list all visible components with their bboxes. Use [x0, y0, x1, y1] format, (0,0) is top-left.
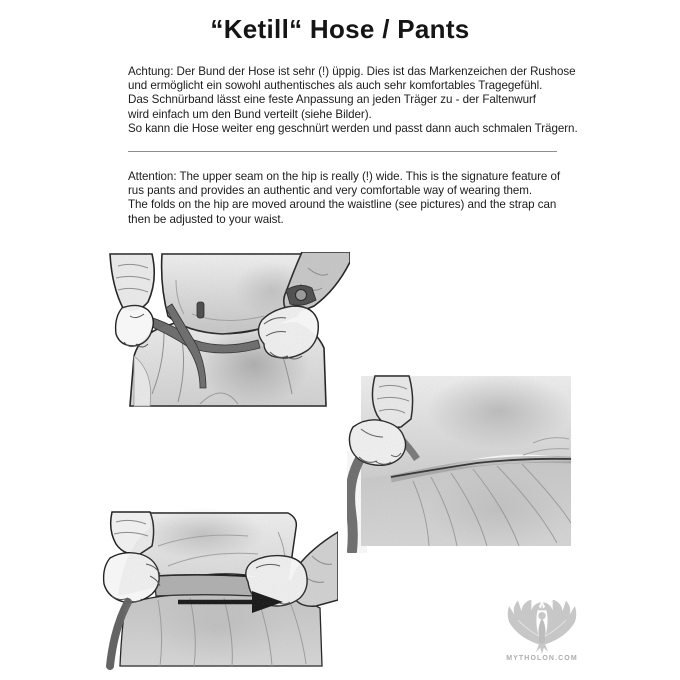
brand-logo — [496, 597, 588, 662]
english-line: The folds on the hip are moved around the waistline (see pictures) and the strap can — [128, 198, 557, 212]
divider-line — [128, 151, 557, 152]
brand-logo-text: MYTHOLON.COM — [506, 655, 578, 662]
english-line: Attention: The upper seam on the hip is really (!) wide. This is the signature feature of — [128, 170, 561, 183]
phoenix-logo-icon — [502, 597, 582, 654]
german-paragraph — [128, 65, 578, 136]
english-paragraph — [128, 170, 560, 227]
german-line: Achtung: Der Bund der Hose ist sehr (!) üppig. Dies ist das Markenzeichen der Rushose — [128, 65, 576, 78]
figure-moving-folds-arrow — [98, 504, 338, 670]
german-line: und ermöglicht ein sowohl authentisches als auch sehr komfortables Tragegefühl. — [128, 79, 543, 93]
english-line: then be adjusted to your waist. — [128, 212, 284, 226]
german-line: So kann die Hose weiter eng geschnürt werden und passt dann auch schmalen Trägern. — [128, 121, 578, 135]
english-line: rus pants and provides an authentic and very comfortable way of wearing them. — [128, 184, 533, 198]
page-title: “Ketill“ Hose / Pants — [210, 14, 470, 44]
figure-tying-drawstring — [104, 252, 350, 408]
german-line: Das Schnürband lässt eine feste Anpassung an jeden Träger zu - der Faltenwurf — [128, 93, 536, 107]
figure-pulling-strap — [347, 371, 571, 553]
german-line: wird einfach um den Bund verteilt (siehe Bilder). — [128, 107, 372, 121]
